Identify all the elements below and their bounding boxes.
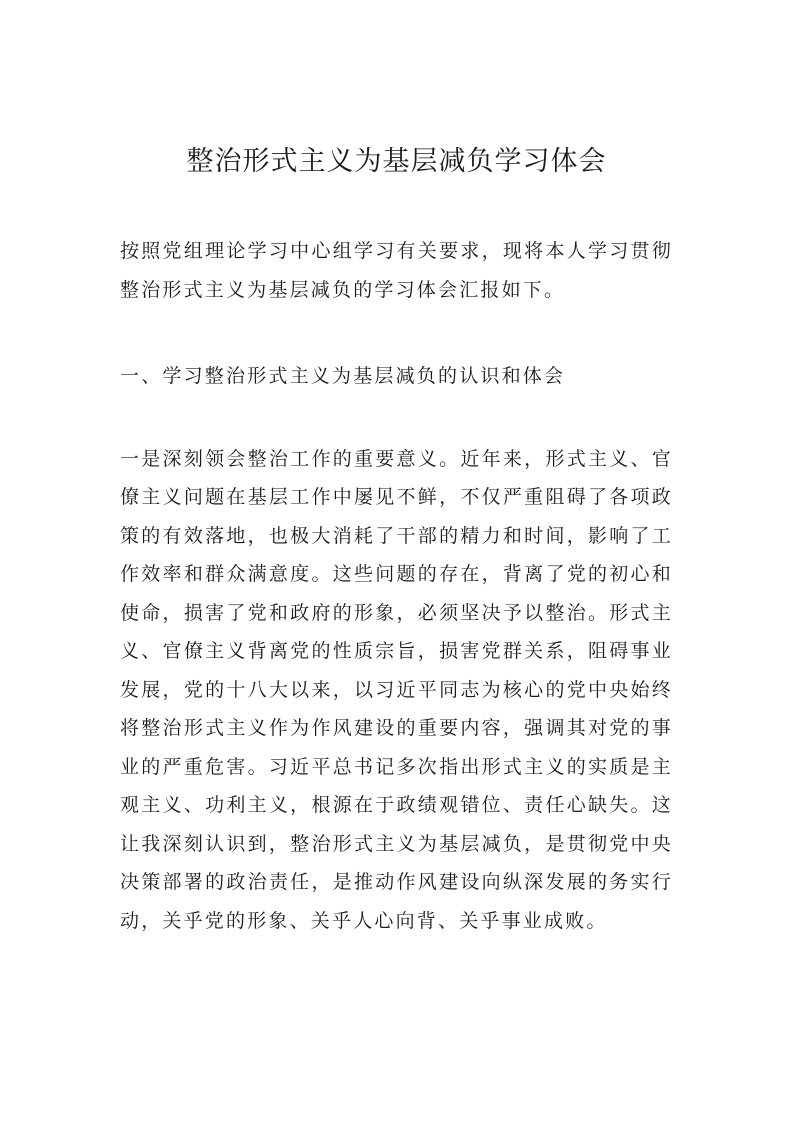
section-heading: 一、学习整治形式主义为基层减负的认识和体会 xyxy=(120,365,566,387)
document-body xyxy=(120,232,673,940)
intro-paragraph: 按照党组理论学习中心组学习有关要求，现将本人学习贯彻整治形式主义为基层减负的学习体会汇报如下。 xyxy=(120,240,673,301)
body-paragraph: 一是深刻领会整治工作的重要意义。近年来，形式主义、官僚主义问题在基层工作中屡见不鲜，不仅严重阻碍了各项政策的有效落地，也极大消耗了干部的精力和时间，影响了工作效率和群众满意度。这些问题的存在，背离了党的初心和使命，损害了党和政府的形象，必须坚决予以整治。形式主义、官僚主义背离党的性质宗旨，损害党群关系，阻碍事业发展，党的十八大以来，以习近平同志为核心的党中央始终将整治形式主义作为作风建设的重要内容，强调其对党的事业的严重危害。习近平总书记多次指出形式主义的实质是主观主义、功利主义，根源在于政绩观错位、责任心缺失。这让我深刻认识到，整治形式主义为基层减负，是贯彻党中央决策部署的政治责任，是推动作风建设向纵深发展的务实行动，关乎党的形象、关乎人心向背、关乎事业成败。 xyxy=(120,447,673,932)
document-title: 整治形式主义为基层减负学习体会 xyxy=(186,146,607,178)
